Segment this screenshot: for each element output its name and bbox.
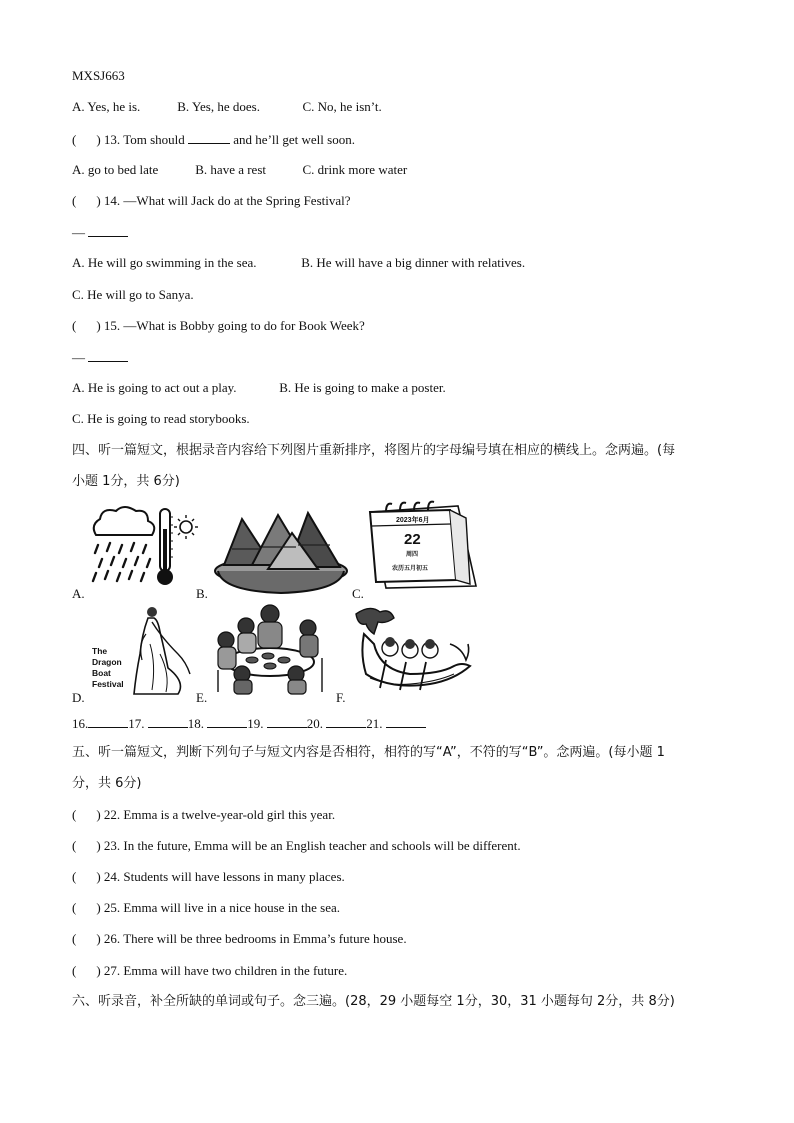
statement-23-text: ) 23. In the future, Emma will be an English teacher and schools will be different.: [96, 838, 521, 853]
statement-27-paren: (: [72, 963, 77, 978]
q13-options: [72, 162, 407, 178]
blank-17[interactable]: [148, 715, 188, 728]
q15-answer-line: [72, 349, 128, 366]
zongzi-plate-icon: [212, 505, 350, 597]
blank-18-label: 18.: [187, 716, 204, 731]
q14-option-b: B. He will have a big dinner with relatives.: [301, 255, 526, 270]
q14-text: ) 14. —What will Jack do at the Spring Festival?: [96, 193, 351, 208]
section6-heading: 六、听录音，补全所缺的单词或句子。念三遍。(28，29 小题每空 1分，30，31 小题每句 2分，共 8分): [72, 994, 675, 1009]
calendar-month-text: 2023年6月: [396, 517, 430, 524]
picture-b-zongzi: [212, 505, 350, 597]
statement-27-text: ) 27. Emma will have two children in the future.: [96, 963, 348, 978]
section4-heading-line2: 小题 1分，共 6分): [72, 474, 180, 489]
picture-c-calendar: [366, 498, 478, 590]
statement-22-text: ) 22. Emma is a twelve-year-old girl this year.: [96, 807, 336, 822]
dbf-text-3: Boat: [92, 668, 111, 678]
picture-e-family-dinner: [212, 600, 332, 696]
dragon-boat-icon: [350, 604, 474, 696]
blank-20[interactable]: [326, 715, 366, 728]
q12-option-b: B. Yes, he does.: [177, 99, 260, 114]
question-15: [72, 318, 365, 334]
family-dinner-icon: [212, 600, 332, 696]
calendar-day-text: 22: [404, 531, 421, 548]
statement-26: [72, 931, 407, 947]
q13-option-b: B. have a rest: [195, 162, 267, 177]
statement-24-text: ) 24. Students will have lessons in many places.: [96, 869, 345, 884]
blank-21-label: 21.: [366, 716, 383, 731]
picture-d-label: D.: [72, 690, 85, 705]
statement-23-paren: (: [72, 838, 77, 853]
poet-figure-icon: [90, 604, 196, 696]
picture-c-label: C.: [352, 586, 364, 601]
dbf-text-1: The: [92, 646, 108, 656]
q14-answer-line: [72, 224, 128, 241]
picture-d-dragon-boat-festival: [90, 604, 196, 696]
dbf-text-2: Dragon: [92, 657, 122, 667]
blank-16-label: 16.: [72, 716, 89, 731]
q15-paren: (: [72, 318, 77, 333]
statement-22-paren: (: [72, 807, 77, 822]
blank-20-label: 20.: [306, 716, 323, 731]
section5-heading-line1: 五、听一篇短文，判断下列句子与短文内容是否相符，相符的写“A”，不符的写“B”。念两遍。(每小题 1: [72, 745, 665, 760]
answer-blanks-row: [72, 715, 426, 732]
statement-25-paren: (: [72, 900, 77, 915]
q12-options: [72, 99, 382, 115]
header-code: MXSJ663: [72, 68, 125, 83]
dbf-text-4: Festival: [92, 679, 124, 689]
statement-23: [72, 838, 521, 854]
q13-before: Tom should: [123, 132, 185, 147]
statement-25-text: ) 25. Emma will live in a nice house in the sea.: [96, 900, 341, 915]
q15-options: [72, 380, 446, 396]
statement-24: [72, 869, 345, 885]
q15-option-c: C. He is going to read storybooks.: [72, 411, 250, 426]
q14-dash: —: [72, 225, 85, 240]
q12-option-a: A. Yes, he is.: [72, 99, 141, 114]
statement-26-text: ) 26. There will be three bedrooms in Emma’s future house.: [96, 931, 407, 946]
calendar-lunar-text: 农历五月初五: [392, 566, 429, 572]
blank-16[interactable]: [88, 715, 128, 728]
q13-option-a: A. go to bed late: [72, 162, 159, 177]
q13-blank[interactable]: [188, 131, 230, 144]
blank-18[interactable]: [207, 715, 247, 728]
question-13: [72, 131, 355, 148]
q15-dash: —: [72, 350, 85, 365]
q14-blank[interactable]: [88, 224, 128, 237]
section4-heading-line1: 四、听一篇短文，根据录音内容给下列图片重新排序，将图片的字母编号填在相应的横线上。念两遍。(每: [72, 443, 676, 458]
q14-option-a: A. He will go swimming in the sea.: [72, 255, 257, 270]
picture-e-label: E.: [196, 690, 208, 705]
statement-27: [72, 963, 347, 979]
q15-blank[interactable]: [88, 349, 128, 362]
q13-num: ) 13.: [96, 132, 121, 147]
q13-option-c: C. drink more water: [302, 162, 408, 177]
statement-24-paren: (: [72, 869, 77, 884]
question-14: [72, 193, 351, 209]
picture-f-dragon-boat: [350, 604, 474, 696]
section5-heading-line2: 分，共 6分): [72, 776, 142, 791]
q14-option-c: C. He will go to Sanya.: [72, 287, 194, 302]
statement-26-paren: (: [72, 931, 77, 946]
q15-option-b: B. He is going to make a poster.: [279, 380, 446, 395]
rain-cloud-icon: [88, 503, 198, 589]
q13-paren: (: [72, 132, 77, 147]
picture-f-label: F.: [336, 690, 346, 705]
picture-b-label: B.: [196, 586, 208, 601]
q15-option-a: A. He is going to act out a play.: [72, 380, 237, 395]
q12-option-c: C. No, he isn’t.: [302, 99, 382, 114]
q13-after: and he’ll get well soon.: [233, 132, 355, 147]
calendar-icon: [366, 498, 478, 590]
picture-a-rain-thermometer: [88, 503, 198, 589]
q15-text: ) 15. —What is Bobby going to do for Book Week?: [96, 318, 365, 333]
blank-21[interactable]: [386, 715, 426, 728]
blank-19[interactable]: [267, 715, 307, 728]
q14-options: [72, 255, 525, 271]
blank-17-label: 17.: [128, 716, 145, 731]
blank-19-label: 19.: [247, 716, 264, 731]
statement-25: [72, 900, 340, 916]
q14-paren: (: [72, 193, 77, 208]
calendar-week-text: 周四: [406, 552, 419, 558]
statement-22: [72, 807, 335, 823]
picture-a-label: A.: [72, 586, 85, 601]
